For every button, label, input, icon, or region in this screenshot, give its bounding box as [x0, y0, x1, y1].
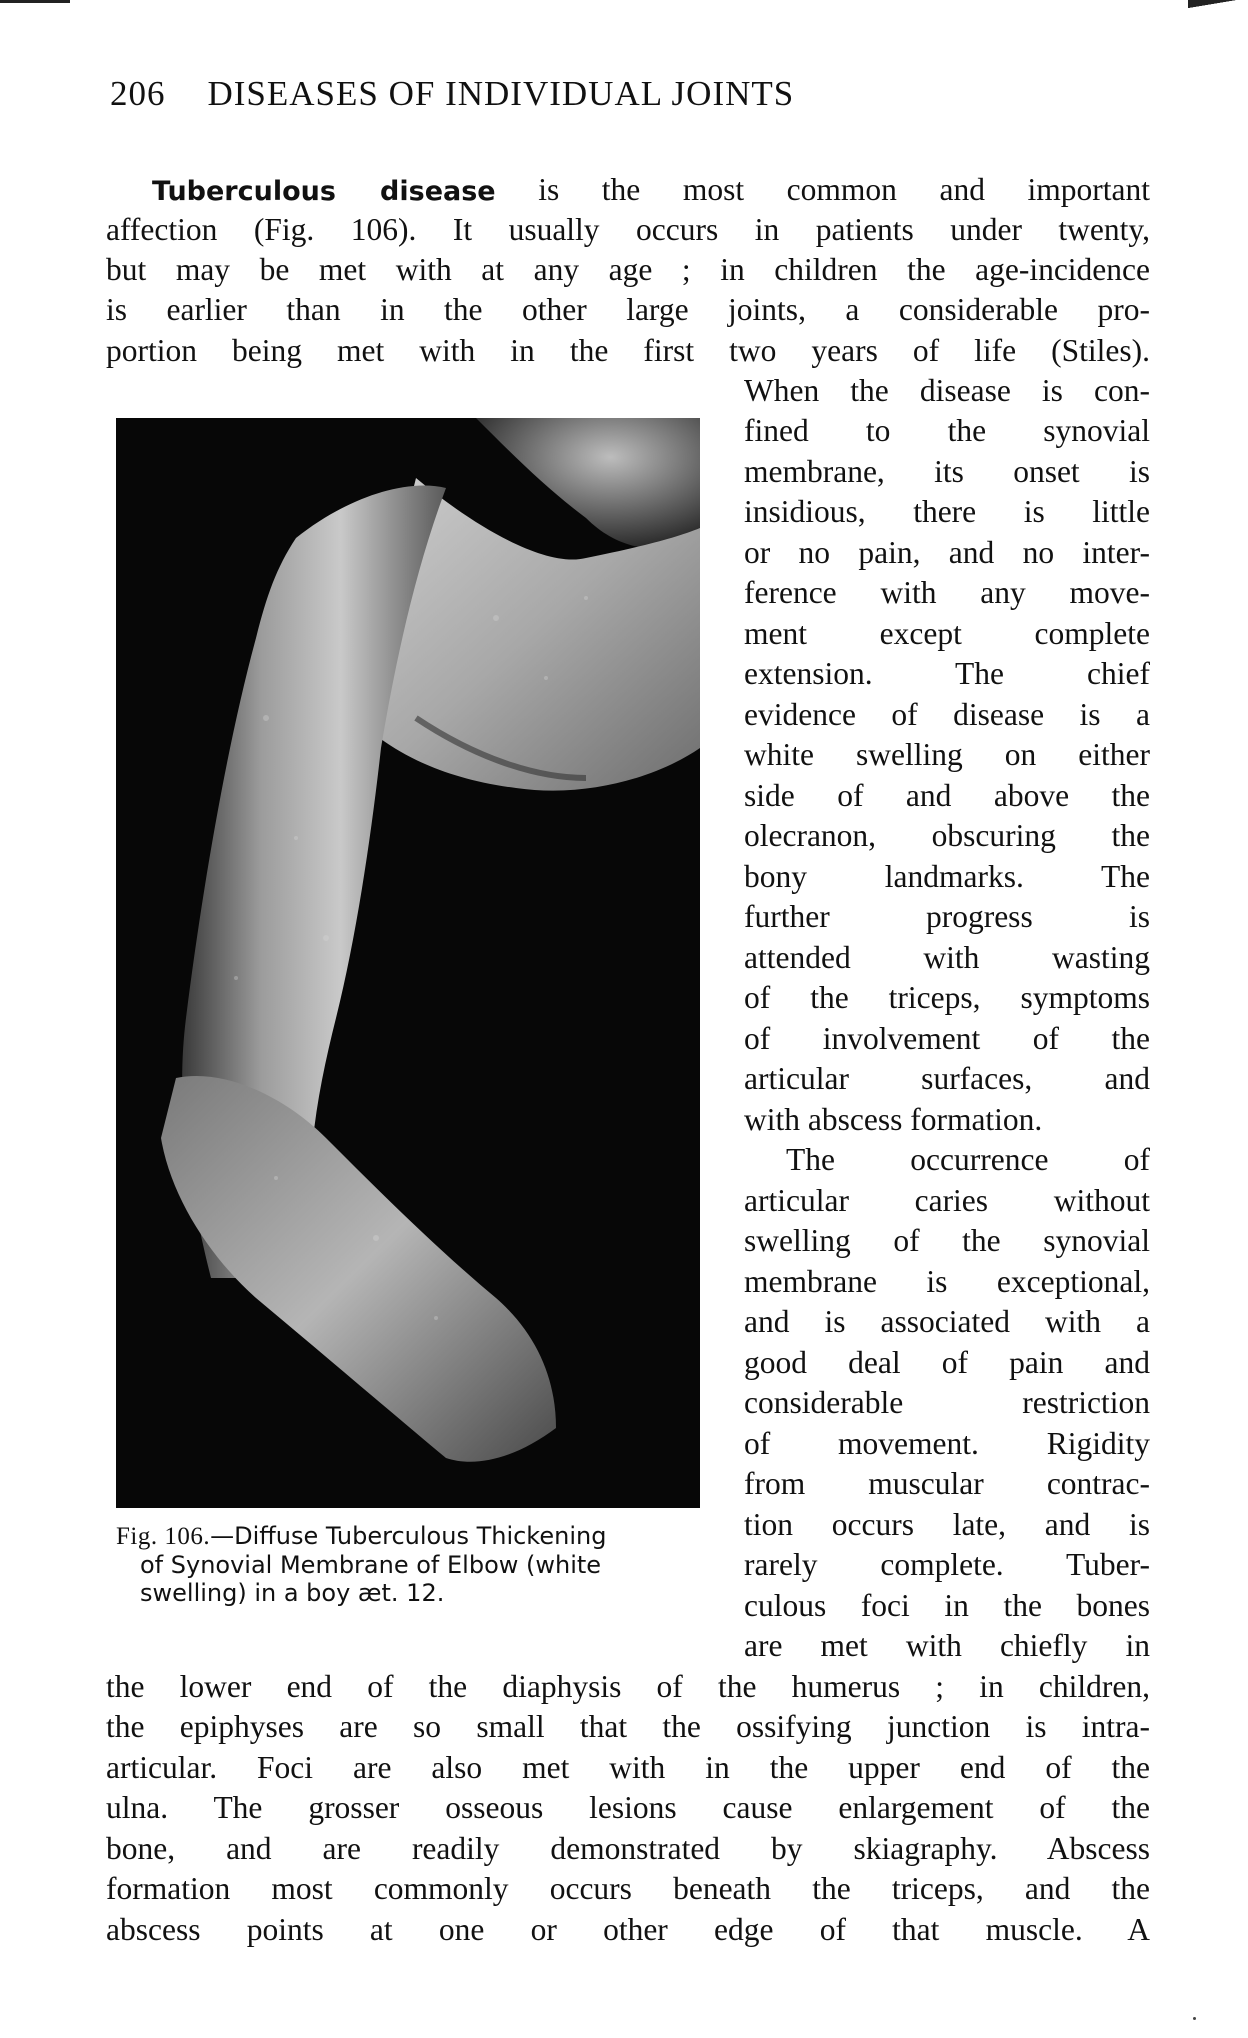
text-line: or no pain, and no inter-	[744, 535, 1150, 570]
text-line: but may be met with at any age ; in children the age-incidence	[106, 252, 1150, 287]
caption-line: swelling) in a boy æt. 12.	[140, 1579, 445, 1607]
text-line: of the triceps, symptoms	[744, 980, 1150, 1015]
text-line: fined to the synovial	[744, 413, 1150, 448]
line-rest: is the most common and important	[495, 172, 1150, 207]
text-line: olecranon, obscuring the	[744, 818, 1150, 853]
text-line: with abscess formation.	[744, 1102, 1043, 1137]
text-line: considerable restriction	[744, 1385, 1150, 1420]
text-line: bony landmarks. The	[744, 859, 1150, 894]
text-line: good deal of pain and	[744, 1345, 1150, 1380]
text-line: side of and above the	[744, 778, 1150, 813]
scan-edge-mark	[0, 0, 70, 3]
text-line: extension. The chief	[744, 656, 1150, 691]
text-line: swelling of the synovial	[744, 1223, 1150, 1258]
figure-photo-elbow	[116, 418, 700, 1508]
text-line: portion being met with in the first two years of life (Stiles).	[106, 333, 1150, 368]
running-header	[110, 74, 1150, 114]
text-line	[152, 170, 1150, 212]
text-line: ment except complete	[744, 616, 1150, 651]
text-line: are met with chiefly in	[744, 1628, 1150, 1663]
text-line: bone, and are readily demonstrated by skiagraphy. Abscess	[106, 1831, 1150, 1866]
text-line: formation most commonly occurs beneath the triceps, and the	[106, 1871, 1150, 1906]
text-line: ference with any move-	[744, 575, 1150, 610]
text-line: affection (Fig. 106). It usually occurs in patients under twenty,	[106, 212, 1150, 247]
text-line: culous foci in the bones	[744, 1588, 1150, 1623]
text-line: membrane, its onset is	[744, 454, 1150, 489]
text-line: is earlier than in the other large joints, a considerable pro-	[106, 292, 1150, 327]
text-line: the lower end of the diaphysis of the humerus ; in children,	[106, 1669, 1150, 1704]
text-line: ulna. The grosser osseous lesions cause enlargement of the	[106, 1790, 1150, 1825]
text-line: insidious, there is little	[744, 494, 1150, 529]
caption-line: of Synovial Membrane of Elbow (white	[140, 1551, 602, 1579]
text-line: membrane is exceptional,	[744, 1264, 1150, 1299]
text-line: The occurrence of	[786, 1142, 1150, 1177]
text-line: from muscular contrac-	[744, 1466, 1150, 1501]
text-line: abscess points at one or other edge of that muscle. A	[106, 1912, 1150, 1947]
text-line: tion occurs late, and is	[744, 1507, 1150, 1542]
text-line: of involvement of the	[744, 1021, 1150, 1056]
text-line: articular surfaces, and	[744, 1061, 1150, 1096]
text-line: and is associated with a	[744, 1304, 1150, 1339]
figure-caption	[116, 1522, 706, 1607]
scan-corner-mark	[1188, 0, 1248, 10]
caption-line: Fig. 106.—Diffuse Tuberculous Thickening	[116, 1522, 607, 1550]
text-line: evidence of disease is a	[744, 697, 1150, 732]
page-number: 206	[110, 74, 166, 113]
scan-speck	[1193, 2017, 1196, 2020]
figure-label: Fig. 106.	[116, 1523, 211, 1550]
running-title: DISEASES OF INDIVIDUAL JOINTS	[207, 74, 795, 113]
text-line: attended with wasting	[744, 940, 1150, 975]
text-line: articular caries without	[744, 1183, 1150, 1218]
bold-term: Tuberculous disease	[152, 176, 496, 207]
text-line: When the disease is con-	[744, 373, 1150, 408]
text-line: further progress is	[744, 899, 1150, 934]
text-line: articular. Foci are also met with in the upper end of the	[106, 1750, 1150, 1785]
text-line: the epiphyses are so small that the ossifying junction is intra-	[106, 1709, 1150, 1744]
text-line: white swelling on either	[744, 737, 1150, 772]
text-line: of movement. Rigidity	[744, 1426, 1150, 1461]
text-line: rarely complete. Tuber-	[744, 1547, 1150, 1582]
